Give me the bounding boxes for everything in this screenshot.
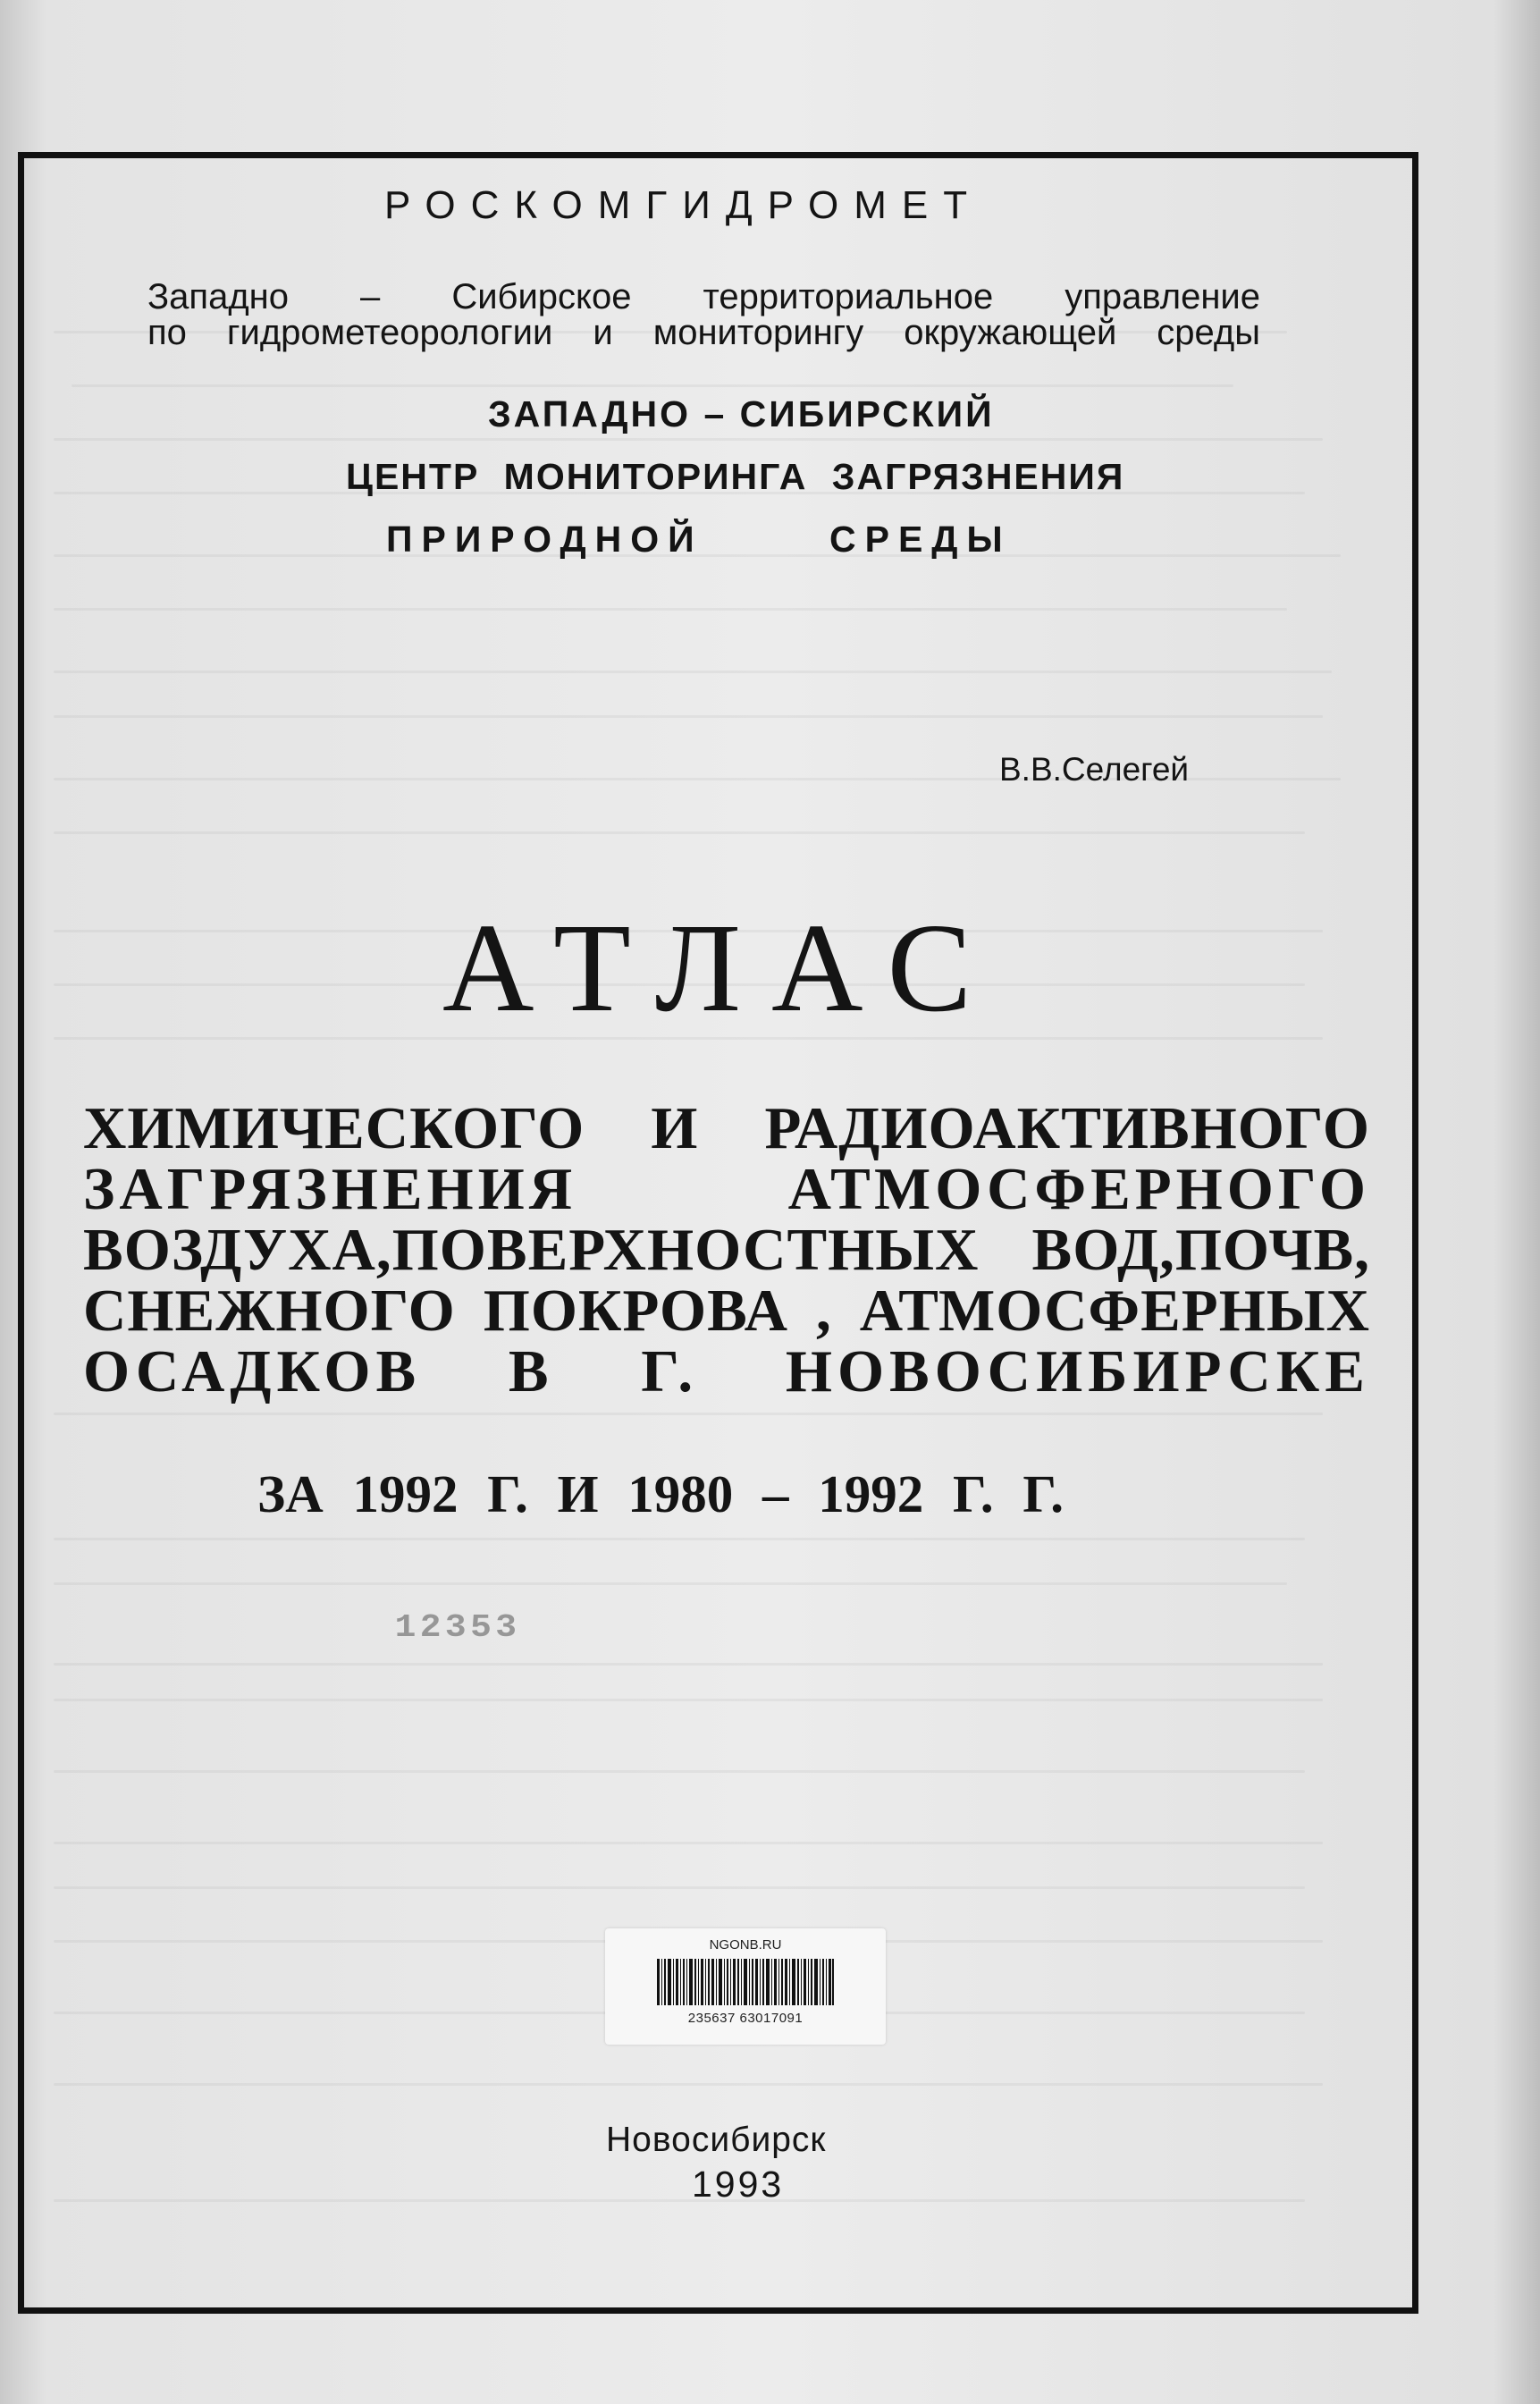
barcode-icon	[657, 1959, 834, 2005]
center-name-line-1: ЗАПАДНО – СИБИРСКИЙ	[488, 393, 995, 434]
title-line-4: СНЕЖНОГО ПОКРОВА , АТМОСФЕРНЫХ	[83, 1278, 1370, 1344]
department-line-1: Западно – Сибирское территориальное управление	[147, 277, 1260, 316]
publication-city: Новосибирск	[606, 2121, 827, 2159]
barcode-number: 235637 63017091	[687, 2011, 804, 2026]
title-line-2: ЗАГРЯЗНЕНИЯ АТМОСФЕРНОГО	[83, 1156, 1370, 1222]
period-subtitle: ЗА 1992 Г. И 1980 – 1992 Г. Г.	[257, 1464, 1065, 1523]
center-name-line-3: ПРИРОДНОЙ СРЕДЫ	[386, 519, 1012, 560]
library-barcode-sticker	[605, 1928, 886, 2045]
publication-year: 1993	[692, 2164, 785, 2205]
inventory-stamp: 12353	[394, 1609, 521, 1646]
author-name: В.В.Селегей	[999, 751, 1190, 788]
library-name: NGONB.RU	[709, 1937, 782, 1953]
title-line-5: ОСАДКОВ В Г. НОВОСИБИРСКЕ	[83, 1338, 1370, 1404]
atlas-heading: АТЛАС	[442, 897, 1003, 1038]
center-name-line-2: ЦЕНТР МОНИТОРИНГА ЗАГРЯЗНЕНИЯ	[346, 456, 1125, 497]
title-line-1: ХИМИЧЕСКОГО И РАДИОАКТИВНОГО	[83, 1095, 1370, 1161]
agency-name: РОСКОМГИДРОМЕТ	[384, 183, 983, 227]
department-line-2: по гидрометеорологии и мониторингу окружающей среды	[147, 313, 1260, 352]
title-line-3: ВОЗДУХА,ПОВЕРХНОСТНЫХ ВОД,ПОЧВ,	[83, 1217, 1370, 1283]
